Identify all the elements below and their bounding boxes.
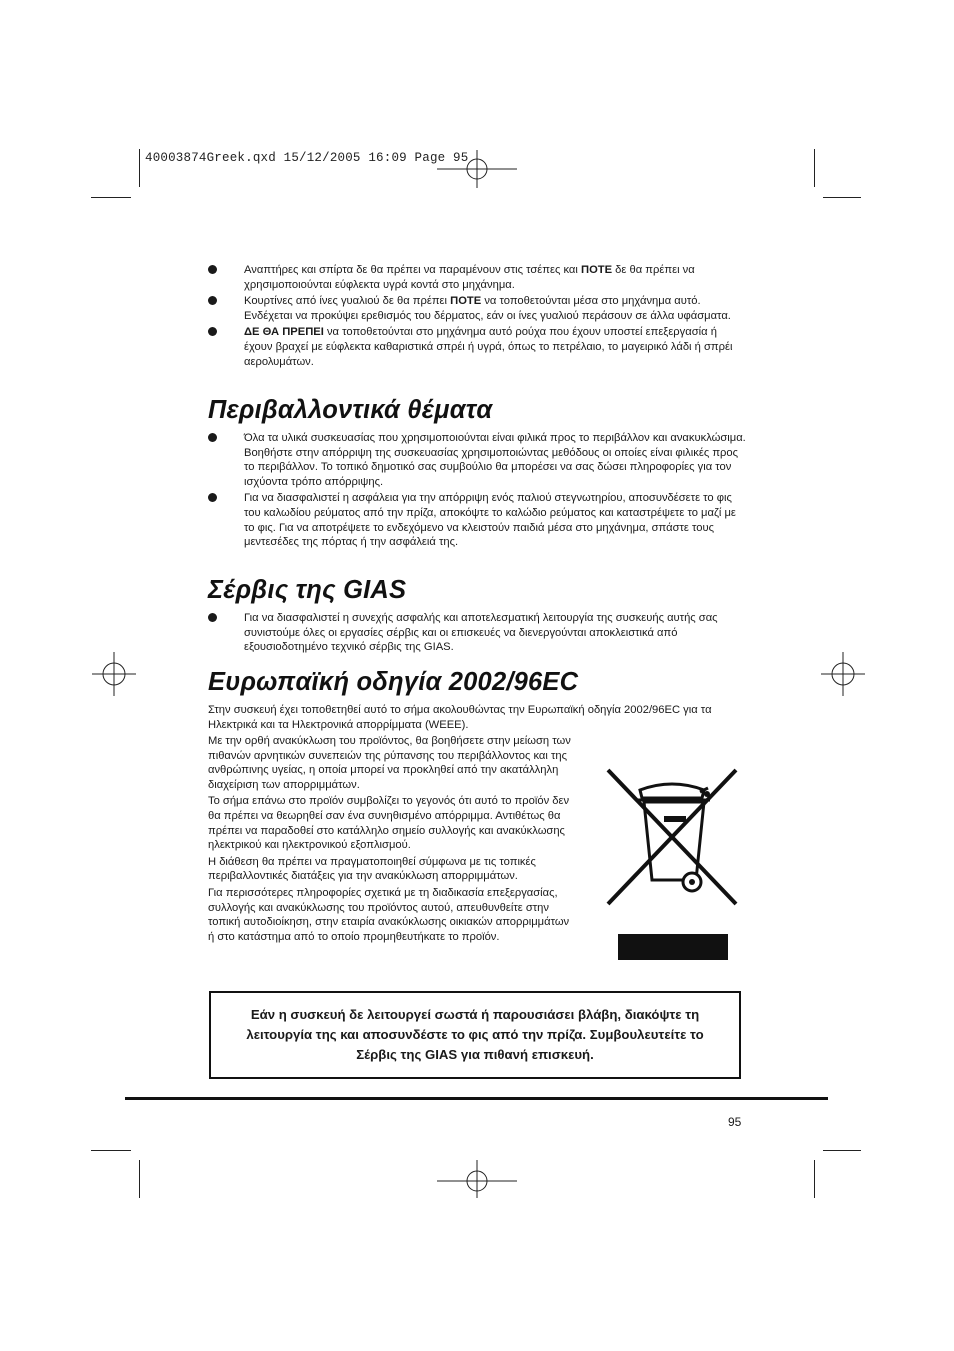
list-item: Όλα τα υλικά συσκευασίας που χρησιμοποιούνται είναι φιλικά προς το περιβάλλον και ανακυκλώσιμα. Βοηθήστε στην απόρριψη της συσκευασίας χρησιμοποιώντας μεθόδους οι οποίες είναι φιλικές προς το περιβάλλον. Το τοπικό δημοτικό σας συμβούλιο θα μπορέσει να σας δώσει πληροφορίες για τον ισχύοντα τρόπο απόρριψης.	[208, 431, 748, 489]
weee-intro: Στην συσκευή έχει τοποθετηθεί αυτό το σήμα ακολουθώντας την Ευρωπαϊκή οδηγία 2002/96EC για τα Ηλεκτρικά και τα Ηλεκτρονικά απορρίμματα (WEEE).	[208, 704, 712, 731]
list-item: Κουρτίνες από ίνες γυαλιού δε θα πρέπει ΠΟΤΕ να τοποθετούνται μέσα στο μηχάνημα αυτό. Ενδέχεται να προκύψει ερεθισμός του δέρματος, εάν οι ίνες γυαλιού περάσουν σε άλλα υφάσματα.	[208, 294, 748, 323]
warning-notice-box	[209, 991, 741, 1079]
bullet-icon	[208, 433, 217, 442]
print-header: 40003874Greek.qxd 15/12/2005 16:09 Page 95	[145, 151, 469, 165]
page-number: 95	[728, 1115, 742, 1129]
section-title-weee: Ευρωπαϊκή οδηγία 2002/96EC	[208, 668, 579, 696]
bullet-icon	[208, 327, 217, 336]
list-item: Για να διασφαλιστεί η συνεχής ασφαλής και αποτελεσματική λειτουργία της συσκευής αυτής σας συνιστούμε όλες οι εργασίες σέρβις και οι επισκευές να διενεργούνται αποκλειστικά από εξουσιοδοτημένο τεχνικό σέρβις της GIAS.	[208, 611, 748, 655]
notice-text: Εάν η συσκευή δε λειτουργεί σωστά ή παρουσιάσει βλάβη, διακόψτε τη λειτουργία της και αποσυνδέστε το φις από την πρίζα. Συμβουλευτείτε το Σέρβις της GIAS για πιθανή επισκευή.	[246, 1007, 704, 1062]
registration-mark-icon	[437, 148, 517, 192]
list-item: Για να διασφαλιστεί η ασφάλεια για την απόρριψη ενός παλιού στεγνωτηρίου, αποσυνδέσετε το φις του καλωδίου ρεύματος από την πρίζα, αποκόψτε το καλώδιο ρεύματος και καταστρέψετε το μαζί με το φις. Για να αποτρέψετε το ενδεχόμενο να κλειστούν παιδιά μέσα στο μηχάνημα, σπάστε τους μεντεσέδες της πόρτας ή την ασφάλειά της.	[208, 491, 748, 549]
crop-mark	[823, 197, 861, 198]
crop-mark	[139, 149, 140, 187]
crop-mark	[139, 1160, 140, 1198]
registration-mark-icon	[92, 652, 136, 696]
environment-bullets	[208, 431, 748, 552]
weee-paragraph: Με την ορθή ανακύκλωση του προϊόντος, θα βοηθήσετε στην μείωση των πιθανών αρνητικών συνεπειών της ρύπανσης του περιβάλλοντος και της ανθρώπινης υγείας, η οποία μπορεί να προκληθεί από την ακατάλληλη διαχείριση των απορριμμάτων.	[208, 735, 571, 791]
section-title-service: Σέρβις της GIAS	[208, 576, 407, 604]
crop-mark	[823, 1150, 861, 1151]
footer-rule	[125, 1097, 828, 1100]
weee-paragraphs	[208, 734, 576, 946]
registration-mark-icon	[437, 1160, 517, 1200]
symbol-bar	[618, 934, 728, 960]
crop-mark	[91, 197, 131, 198]
weee-paragraph: Για περισσότερες πληροφορίες σχετικά με τη διαδικασία επεξεργασίας, συλλογής και ανακύκλωσης του προϊόντος αυτού, απευθυνθείτε στην τοπική αυτοδιοίκηση, στην εταιρία ανακύκλωσης οικιακών απορριμμάτων ή στο κατάστημα από το οποίο προμηθευτήκατε το προϊόν.	[208, 886, 570, 943]
bullet-icon	[208, 296, 217, 305]
crop-mark	[814, 1160, 815, 1198]
registration-mark-icon	[821, 652, 865, 696]
weee-paragraph: Η διάθεση θα πρέπει να πραγματοποιηθεί σύμφωνα με τις τοπικές περιβαλλοντικές διατάξεις για την ανακύκλωση απορριμμάτων.	[208, 855, 536, 883]
service-bullets	[208, 611, 748, 657]
crossed-out-wheelie-bin-icon	[604, 768, 740, 908]
bullet-icon	[208, 265, 217, 274]
bullet-icon	[208, 613, 217, 622]
list-item: ΔΕ ΘΑ ΠΡΕΠΕΙ να τοποθετούνται στο μηχάνημα αυτό ρούχα που έχουν υποστεί επεξεργασία ή έχουν βραχεί με εύφλεκτα καθαριστικά σπρέι ή υγρά, όπως το πετρέλαιο, το μαγειρικό λάδι ή σπρέι αερολυμάτων.	[208, 325, 748, 369]
crop-mark	[814, 149, 815, 187]
safety-bullets	[208, 263, 748, 371]
list-item: Αναπτήρες και σπίρτα δε θα πρέπει να παραμένουν στις τσέπες και ΠΟΤΕ δε θα πρέπει να χρησιμοποιούνται εύφλεκτα υγρά κοντά στο μηχάνημα.	[208, 263, 748, 292]
crop-mark	[91, 1150, 131, 1151]
section-title-environment: Περιβαλλοντικά θέματα	[208, 396, 493, 424]
weee-paragraph: Το σήμα επάνω στο προϊόν συμβολίζει το γεγονός ότι αυτό το προϊόν δεν θα πρέπει να θεωρηθεί σαν ένα συνηθισμένο απόρριμμα. Αντιθέτως θα πρέπει να παραδοθεί στο κατάλληλο σημείο συλλογής και ανακύκλωσης ηλεκτρικού και ηλεκτρονικού εξοπλισμού.	[208, 795, 570, 852]
bullet-icon	[208, 493, 217, 502]
